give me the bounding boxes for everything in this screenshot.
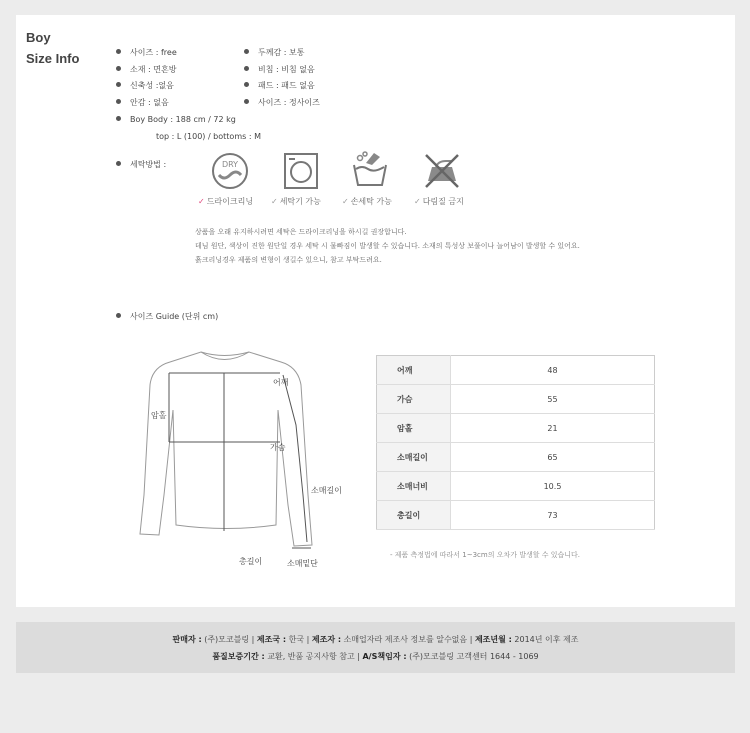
check-icon: ✓ [414, 197, 421, 206]
guide-title-text: 사이즈 Guide (단위 cm) [130, 312, 219, 321]
footer-seller-value: (주)모코블링 [204, 635, 250, 644]
wash-label-machine [271, 196, 321, 207]
footer-info [16, 622, 735, 673]
table-cell-value: 65 [451, 443, 655, 472]
footer-separator: | [469, 635, 473, 644]
spec-pad [244, 80, 315, 91]
bullet-icon [244, 99, 249, 104]
section-heading [26, 27, 79, 69]
bullet-icon [116, 99, 121, 104]
table-cell-value: 73 [451, 501, 655, 530]
spec-fit-text: 사이즈 : 정사이즈 [258, 98, 320, 107]
table-cell-label: 암홀 [377, 414, 451, 443]
footer-warranty-key: 품질보증기간 : [212, 652, 265, 661]
footer-date-value: 2014년 이후 제조 [514, 635, 579, 644]
spec-stretch-text: 신축성 :없음 [130, 81, 174, 90]
bullet-icon [116, 66, 121, 71]
diagram-label-total-length: 총길이 [239, 557, 263, 566]
table-cell-value: 55 [451, 385, 655, 414]
wash-label-text: 다림질 금지 [422, 197, 464, 206]
footer-line-1 [16, 634, 735, 645]
spec-fit [244, 97, 320, 108]
bullet-icon [116, 82, 121, 87]
heading-line2: Size Info [26, 51, 80, 66]
table-cell-value: 21 [451, 414, 655, 443]
table-row [377, 356, 655, 385]
footer-country-value: 한국 [288, 635, 305, 644]
table-row [377, 414, 655, 443]
bullet-icon [244, 66, 249, 71]
table-row [377, 443, 655, 472]
footer-separator: | [306, 635, 310, 644]
diagram-label-shoulder: 어깨 [273, 378, 289, 387]
diagram-label-armhole: 암홀 [151, 411, 167, 420]
wash-label-text: 손세탁 가능 [350, 197, 392, 206]
check-icon: ✓ [342, 197, 349, 206]
bullet-icon [116, 116, 121, 121]
footer-seller-key: 판매자 : [172, 635, 202, 644]
heading-line1: Boy [26, 30, 51, 45]
diagram-label-chest: 가슴 [270, 443, 286, 452]
spec-pad-text: 패드 : 패드 없음 [258, 81, 315, 90]
table-row [377, 472, 655, 501]
table-cell-label: 어깨 [377, 356, 451, 385]
footer-as-key: A/S책임자 : [362, 652, 407, 661]
table-cell-label: 총길이 [377, 501, 451, 530]
guide-title [116, 311, 218, 322]
care-note-2: 데님 원단, 색상이 진한 원단일 경우 세탁 시 물빠짐이 발생할 수 있습니다. 소재의 특성상 보풀이나 늘어남이 발생할 수 있어요. [195, 242, 580, 250]
footer-warranty-value: 교환, 반품 공지사항 참고 [267, 652, 355, 661]
bullet-icon [244, 82, 249, 87]
size-table [376, 355, 655, 530]
shirt-outline-icon [126, 345, 326, 555]
bullet-icon [116, 313, 121, 318]
spec-body-text: Boy Body : 188 cm / 72 kg [130, 115, 236, 124]
shirt-diagram [126, 345, 342, 568]
spec-body [116, 115, 236, 124]
footer-maker-value: 소매업자라 제조사 정보를 알수없음 [343, 635, 468, 644]
wash-label-text: 드라이크리닝 [206, 197, 254, 206]
dry-text: DRY [221, 160, 239, 169]
spec-thickness-text: 두께감 : 보통 [258, 48, 305, 57]
spec-material-text: 소재 : 면혼방 [130, 65, 177, 74]
footer-country-key: 제조국 : [256, 635, 287, 644]
bullet-icon [116, 161, 121, 166]
spec-lining-text: 안감 : 없음 [130, 98, 169, 107]
table-cell-label: 소매너비 [377, 472, 451, 501]
footer-maker-key: 제조자 : [311, 635, 342, 644]
table-cell-value: 10.5 [451, 472, 655, 501]
spec-lining [116, 97, 169, 108]
wash-title-text: 세탁방법 : [130, 160, 167, 169]
wash-label-hand [342, 196, 392, 207]
table-note: - 제품 측정법에 따라서 1~3cm의 오차가 발생할 수 있습니다. [390, 551, 580, 559]
spec-size-text: 사이즈 : free [130, 48, 177, 57]
hand-wash-icon [350, 149, 390, 189]
machine-wash-icon [281, 151, 321, 191]
spec-body-size-text: top : L (100) / bottoms : M [156, 132, 261, 141]
table-cell-label: 소매길이 [377, 443, 451, 472]
table-cell-label: 가슴 [377, 385, 451, 414]
dry-clean-icon [210, 151, 250, 191]
footer-date-key: 제조년월 : [474, 635, 512, 644]
table-row [377, 501, 655, 530]
wash-title [116, 159, 166, 170]
size-info-card [16, 15, 735, 607]
spec-sheer-text: 비침 : 비침 없음 [258, 65, 315, 74]
footer-separator: | [251, 635, 255, 644]
footer-line-2 [16, 651, 735, 662]
diagram-label-sleeve-length: 소매길이 [311, 486, 342, 495]
bullet-icon [116, 49, 121, 54]
care-note-3: 흙크리닝경우 제품의 변형이 생길수 있으니, 참고 부탁드려요. [195, 256, 382, 264]
no-iron-icon [422, 151, 462, 191]
spec-sheer [244, 64, 315, 75]
table-cell-value: 48 [451, 356, 655, 385]
check-icon: ✓ [271, 197, 278, 206]
bullet-icon [244, 49, 249, 54]
spec-thickness [244, 47, 304, 58]
footer-separator: | [357, 652, 360, 661]
table-row [377, 385, 655, 414]
wash-label-text: 세탁기 가능 [279, 197, 321, 206]
spec-material [116, 64, 176, 75]
check-icon: ✓ [198, 197, 205, 206]
spec-size [116, 47, 177, 58]
spec-stretch [116, 80, 174, 91]
care-note-1: 상품을 오래 유지하시려면 세탁은 드라이크리닝을 하시길 권장합니다. [195, 228, 407, 236]
spec-body-size [156, 132, 261, 141]
footer-as-value: (주)모코블링 고객센터 1644 - 1069 [409, 652, 539, 661]
wash-label-dryclean [198, 196, 253, 207]
diagram-label-sleeve-width: 소매밑단 [287, 559, 318, 568]
wash-label-iron [414, 196, 464, 207]
